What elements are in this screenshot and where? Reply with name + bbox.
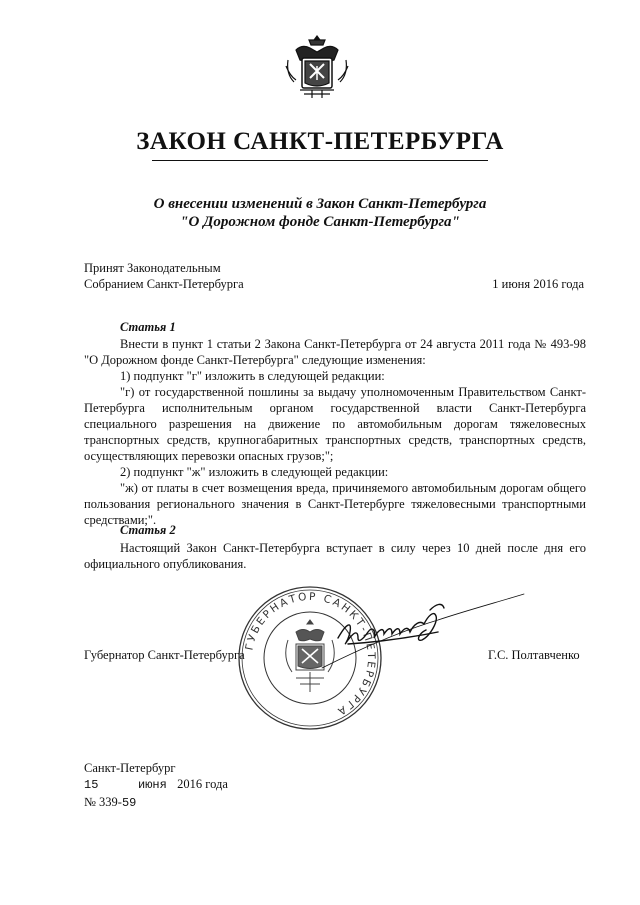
article2-body (84, 540, 586, 572)
law-number-suffix: 59 (121, 796, 137, 810)
signing-year: 2016 года (177, 777, 228, 791)
law-subtitle-line2: "О Дорожном фонде Санкт-Петербурга" (180, 214, 460, 230)
signing-date (84, 777, 228, 792)
article1-item1: 1) подпункт "г" изложить в следующей редакции: (120, 369, 385, 383)
title-underline (152, 160, 488, 161)
governor-name: Г.С. Полтавченко (488, 648, 580, 662)
adoption-line1: Принят Законодательным (84, 261, 221, 275)
article1-heading: Статья 1 (120, 320, 176, 334)
place-of-signing: Санкт-Петербург (84, 761, 176, 775)
law-subtitle-line1: О внесении изменений в Закон Санкт-Петербурга (153, 196, 487, 212)
signing-month: июня (138, 778, 167, 792)
adoption-body (84, 260, 244, 292)
seal-text: ГУБЕРНАТОР САНКТ-ПЕТЕРБУРГА (243, 590, 378, 719)
article2-heading: Статья 2 (120, 523, 176, 537)
article2-paragraph: Настоящий Закон Санкт-Петербурга вступает в силу через 10 дней после дня его официального опубликования. (84, 541, 586, 571)
article1-item2-text: "ж) от платы в счет возмещения вреда, причиняемого автомобильным дорогам общего пользования регионального значения в Санкт-Петербурге тяжеловесными транспортными средствами;". (84, 481, 586, 527)
article1-paragraph: Внести в пункт 1 статьи 2 Закона Санкт-Петербурга от 24 августа 2011 года № 493-98 "О Дорожном фонде Санкт-Петербурга" следующие изменения: (84, 337, 586, 367)
adoption-date: 1 июня 2016 года (492, 277, 584, 291)
law-number (84, 795, 136, 810)
adoption-line2: Собранием Санкт-Петербурга (84, 277, 244, 291)
signing-day: 15 (84, 778, 99, 792)
law-title: ЗАКОН САНКТ-ПЕТЕРБУРГА (136, 128, 504, 155)
article1-item2: 2) подпункт "ж" изложить в следующей редакции: (120, 465, 389, 479)
article1-item1-text: "г) от государственной пошлины за выдачу уполномоченным Правительством Санкт-Петербурга исполнительным органом государственной власти Санкт-Петербурга специального разрешения на движение по автомобильным дорогам тяжеловесных транспортных средств, крупногабаритных транспортных средств, транспортных средств, осуществляющих перевозки опасных грузов;"; (84, 385, 586, 463)
governor-title: Губернатор Санкт-Петербурга (84, 648, 245, 662)
law-number-prefix: № 339- (84, 795, 122, 809)
coat-of-arms-icon (282, 30, 352, 102)
article1-body (84, 336, 586, 528)
